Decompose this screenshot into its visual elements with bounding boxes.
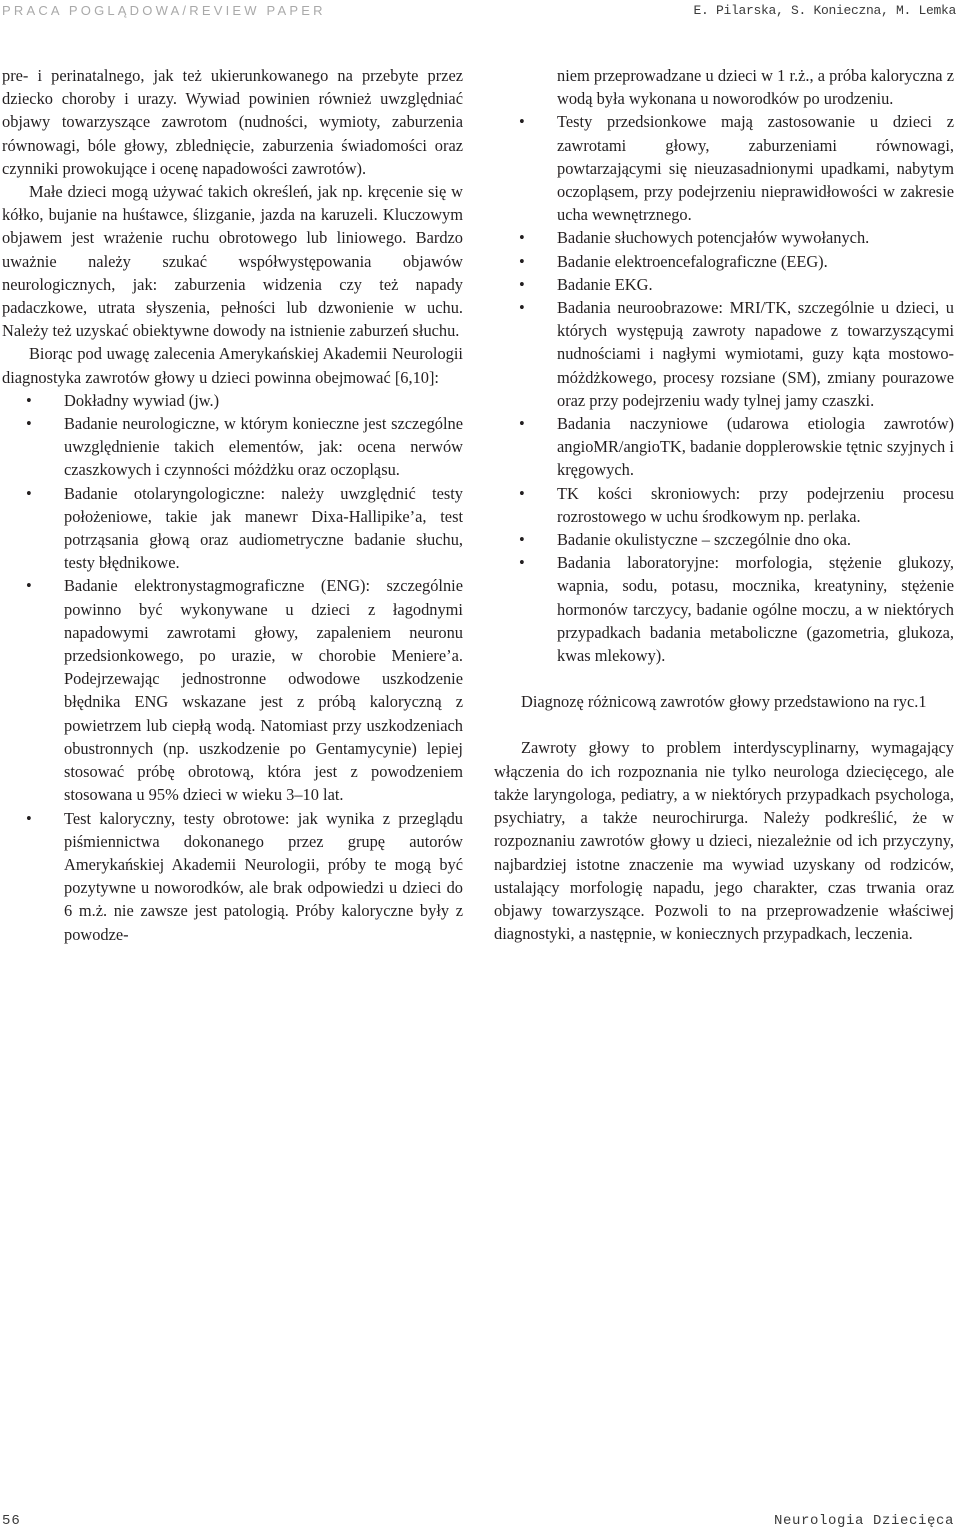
bullet-icon: •	[26, 576, 32, 596]
bullet-icon: •	[26, 390, 32, 410]
diagnostics-list-left	[2, 389, 463, 946]
list-item-text: Badanie elektroencefalograficzne (EEG).	[557, 251, 828, 271]
list-item	[494, 250, 954, 273]
page-number: 56	[2, 1513, 21, 1529]
paragraph-diagnostics-intro: Biorąc pod uwagę zalecenia Amerykańskiej Akademii Neurologii diagnostyka zawrotów głowy u dzieci powinna obejmować [6,10]:	[2, 344, 463, 387]
list-item-text: Badanie otolaryngologiczne: należy uwzględnić testy położeniowe, takie jak manewr Dixa-Hallipike’a, test potrząsania głową oraz audiometryczne badanie słuchu, testy błędnikowe.	[64, 483, 463, 573]
list-item	[494, 226, 954, 249]
list-item	[2, 807, 463, 946]
paragraph-anamnesis: pre- i perinatalnego, jak też ukierunkowanego na przebyte przez dziecko choroby i urazy. Wywiad powinien również uwzględniać objawy towarzyszące zawrotom (nudności, wymioty, zaburzenia równowagi, bóle głowy, zblednięcie, zaburzenia świadomości oraz czynniki prowokujące i ocenę napadowości zawrotów).	[2, 66, 463, 178]
right-column	[494, 64, 954, 945]
bullet-icon: •	[519, 483, 525, 503]
list-item	[2, 482, 463, 575]
bullet-icon: •	[519, 112, 525, 132]
bullet-icon: •	[519, 274, 525, 294]
list-item	[494, 412, 954, 482]
list-item	[494, 482, 954, 528]
list-item	[494, 273, 954, 296]
list-item-text: Test kaloryczny, testy obrotowe: jak wynika z przeglądu piśmiennictwa dokonanego przez grupę autorów Amerykańskiej Akademii Neurologii, próby te mogą być pozytywne u noworodków, ale brak odpowiedzi u dzieci do 6 m.ż. nie zawsze jest patologią. Próby kaloryczne były z powodze-	[64, 808, 463, 944]
continuation-block	[494, 64, 954, 110]
list-item	[494, 296, 954, 412]
list-item	[494, 528, 954, 551]
paragraph-symptoms: Małe dzieci mogą używać takich określeń, jak np. kręcenie się w kółko, bujanie na huśtawce, ślizganie, jazda na karuzeli. Kluczowym objawem jest wrażenie ruchu obrotowego lub liniowego. Bardzo uważnie należy szukać współwystępowania objawów neurologicznych, jak: zaburzenia widzenia czy też napady padaczkowe, utrata słyszenia, pełności lub dzwonienie w uchu. Należy też uzyskać obiektywne dowody na istnienie zaburzeń słuchu.	[2, 182, 463, 341]
list-item	[2, 389, 463, 412]
list-item-text: Dokładny wywiad (jw.)	[64, 390, 220, 410]
spacer	[494, 713, 954, 736]
bullet-icon: •	[26, 414, 32, 434]
list-item	[2, 412, 463, 482]
bullet-icon: •	[26, 808, 32, 828]
list-item-text: Badanie elektronystagmograficzne (ENG): szczególnie powinno być wykonywane u dzieci z łagodnymi napadowymi zawrotami głowy, zapaleniem neuronu przedsionkowego, po urazie, w chorobie Meniere’a. Podejrzewając jednostronne odwodowe uszkodzenie błędnika ENG wskazane jest z próbą kaloryczną z powietrzem lub ciepłą wodą. Natomiast przy uszkodzeniach obustronnych (np. uszkodzenie po Gentamycynie) lepiej stosować próbę obrotową, która jest z powodzeniem stosowana u 95% dzieci w wieku 3–10 lat.	[64, 576, 463, 805]
list-item	[494, 110, 954, 226]
list-item-text: niem przeprowadzane u dzieci w 1 r.ż., a próba kaloryczna z wodą była wykonana u noworodków po urodzeniu.	[557, 66, 954, 109]
list-item-text: Testy przedsionkowe mają zastosowanie u dzieci z zawrotami głowy, zaburzeniami równowagi, powtarzającymi się nieuzasadnionymi upadkami, nabytym oczopląsem, przy podejrzeniu nieprawidłowości w zakresie ucha wewnętrznego.	[557, 112, 954, 225]
list-item-text: Badania laboratoryjne: morfologia, stężenie glukozy, wapnia, sodu, potasu, mocznika, kreatyniny, stężenie hormonów tarczycy, badanie ogólne moczu, a w niektórych przypadkach badania metaboliczne (gazometria, glukoza, kwas mlekowy).	[557, 553, 954, 666]
list-item-text: Badanie EKG.	[557, 274, 653, 294]
left-column	[2, 64, 463, 946]
list-item	[2, 574, 463, 806]
list-item-text: Badanie neurologiczne, w którym konieczne jest szczególne uwzględnienie takich elementów, jak: ocena nerwów czaszkowych i czynności móżdżku oraz oczopląsu.	[64, 414, 463, 480]
bullet-icon: •	[519, 553, 525, 573]
paragraph-conclusion: Zawroty głowy to problem interdyscyplinarny, wymagający włączenia do ich rozpoznania nie tylko neurologa dziecięcego, ale także laryngologa, pediatry, a w niektórych przypadkach psychologa, psychiatry, a także neurochirurga. Należy podkreślić, że w rozpoznaniu zawrotów głowy u dzieci, niezależnie od ich przyczyny, najbardziej istotne znaczenie ma wywiad uzyskany od rodziców, ustalający morfologię napadu, jego charakter, czas trwania oraz objawy towarzyszące. Pozwoli to na przeprowadzenie właściwej diagnostyki, a następnie, w koniecznych przypadkach, leczenia.	[494, 738, 954, 944]
list-item-text: Badanie okulistyczne – szczególnie dno oka.	[557, 530, 852, 550]
bullet-icon: •	[519, 530, 525, 550]
bullet-icon: •	[519, 228, 525, 248]
spacer	[494, 667, 954, 690]
bullet-icon: •	[519, 298, 525, 318]
list-item-text: TK kości skroniowych: przy podejrzeniu procesu rozrostowego w uchu środkowym np. perlaka.	[557, 483, 954, 526]
list-item	[494, 551, 954, 667]
section-label: PRACA POGLĄDOWA/REVIEW PAPER	[2, 3, 326, 18]
bullet-icon: •	[26, 483, 32, 503]
list-item-continuation	[494, 64, 954, 110]
journal-name: Neurologia Dziecięca	[773, 1513, 954, 1529]
bullet-icon: •	[519, 414, 525, 434]
list-item-text: Badania neuroobrazowe: MRI/TK, szczególnie u dzieci, u których występują zawroty napadowe z towarzyszącymi nudnościami i nagłymi wymiotami, guzy kąta mostowo-móżdżkowego, procesy rozsiane (SM), zmiany pourazowe oraz przy podejrzeniu wady tylnej jamy czaszki.	[557, 298, 954, 410]
authors-header: E. Pilarska, S. Konieczna, M. Lemka	[693, 3, 956, 18]
paragraph-differential-diagnosis: Diagnozę różnicową zawrotów głowy przedstawiono na ryc.1	[521, 692, 927, 712]
bullet-icon: •	[519, 251, 525, 271]
list-item-text: Badanie słuchowych potencjałów wywołanych.	[557, 228, 870, 248]
diagnostics-list-right	[494, 110, 954, 667]
list-item-text: Badania naczyniowe (udarowa etiologia zawrotów) angioMR/angioTK, badanie dopplerowskie tętnic szyjnych i kręgowych.	[557, 414, 954, 480]
